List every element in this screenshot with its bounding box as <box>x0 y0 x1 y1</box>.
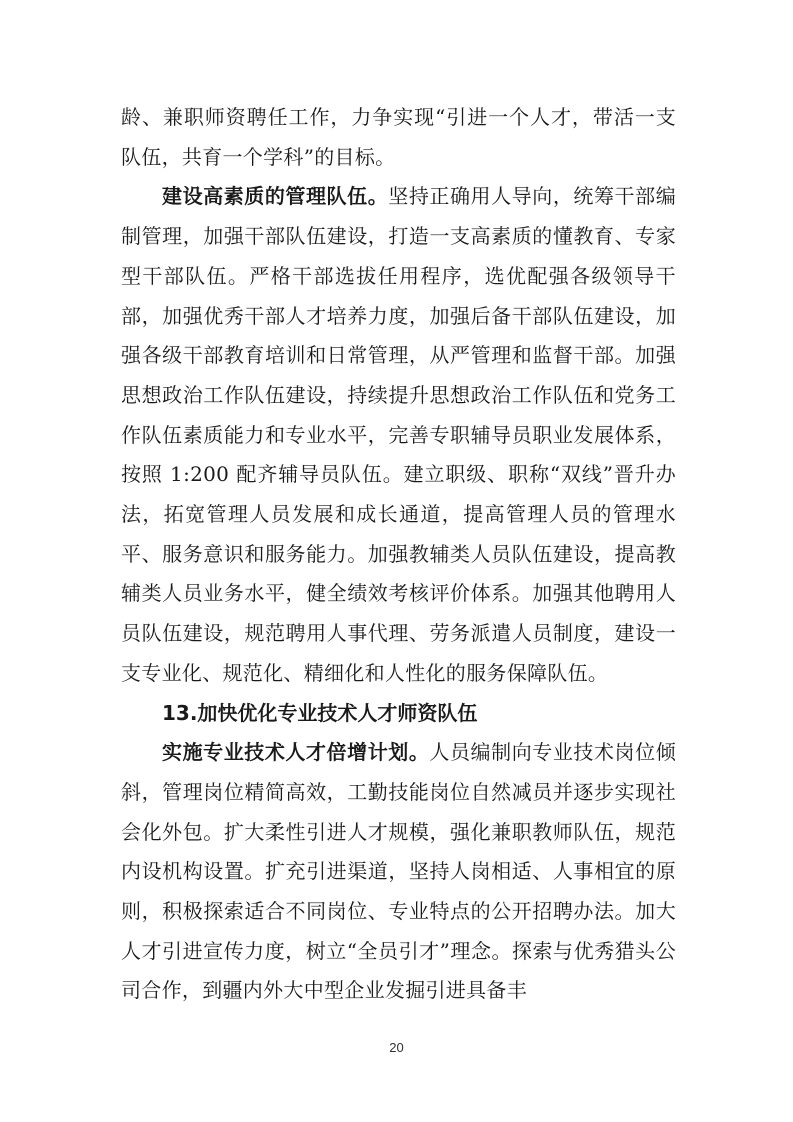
management-team-body: 坚持正确用人导向，统筹干部编制管理，加强干部队伍建设，打造一支高素质的懂教育、专家型干部队伍。严格干部选拔任用程序，选优配强各级领导干部，加强优秀干部人才培养力度，加强后备干部队伍建设，加强各级干部教育培训和日常管理，从严管理和监督干部。加强思想政治工作队伍建设，持续提升思想政治工作队伍和党务工作队伍素质能力和专业水平，完善专职辅导员职业发展体系，按照 1:200 配齐辅导员队伍。建立职级、职称“双线”晋升办法，拓宽管理人员发展和成长通道，提高管理人员的管理水平、服务意识和服务能力。加强教辅类人员队伍建设，提高教辅类人员业务水平，健全绩效考核评价体系。加强其他聘用人员队伍建设，规范聘用人事代理、劳务派遣人员制度，建设一支专业化、规范化、精细化和人性化的服务保障队伍。 <box>121 184 676 685</box>
page-number: 20 <box>389 1040 404 1055</box>
talent-plan-body: 人员编制向专业技术岗位倾斜，管理岗位精简高效，工勤技能岗位自然减员并逐步实现社会化外包。扩大柔性引进人才规模，强化兼职教师队伍，规范内设机构设置。扩充引进渠道，坚持人岗相适、人事相宜的原则，积极探索适合不同岗位、专业特点的公开招聘办法。加大人才引进宣传力度，树立“全员引才”理念。探索与优秀猎头公司合作，到疆内外大中型企业发掘引进具备丰 <box>121 740 676 1003</box>
talent-plan-lead: 实施专业技术人才倍增计划。 <box>162 740 430 765</box>
continued-paragraph-text: 龄、兼职师资聘任工作，力争实现“引进一个人才，带活一支队伍，共育一个学科”的目标。 <box>121 105 676 169</box>
section-heading-13: 13.加快优化专业技术人才师资队伍 <box>162 700 478 725</box>
management-team-lead: 建设高素质的管理队伍。 <box>162 184 389 209</box>
management-team-paragraph <box>121 177 676 693</box>
talent-plan-paragraph <box>121 733 676 1011</box>
body-text <box>121 98 676 1011</box>
continued-paragraph <box>121 98 676 177</box>
